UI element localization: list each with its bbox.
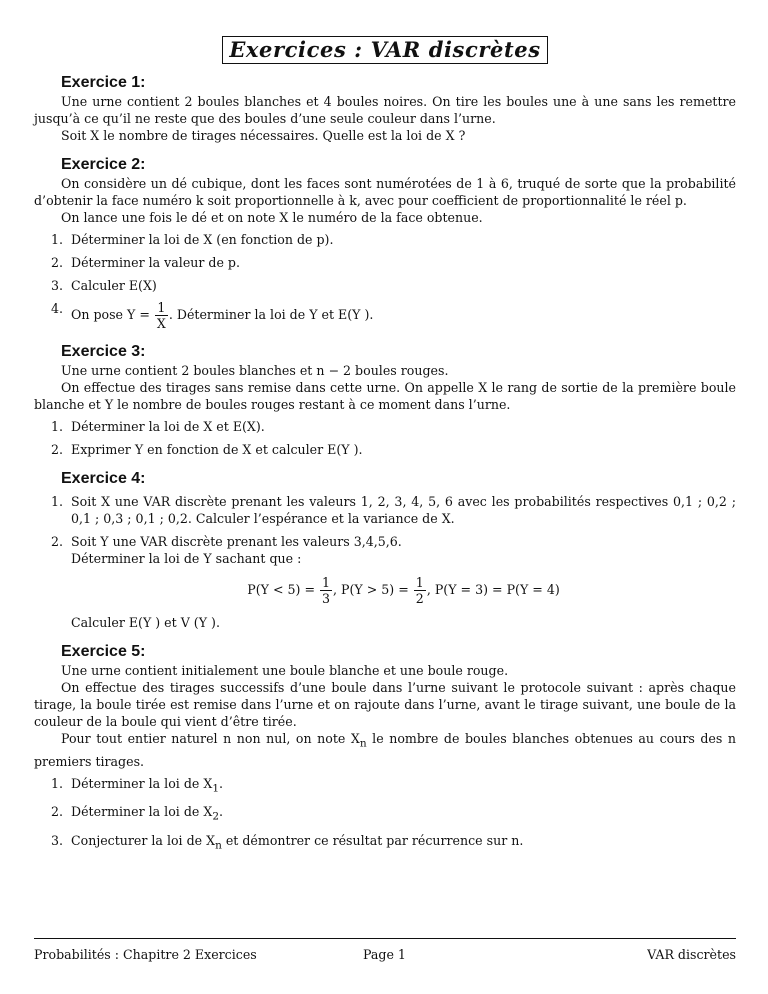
probability-equations	[71, 575, 736, 606]
equation-part: P(Y < 5) =	[247, 582, 315, 597]
exercise-1	[34, 74, 736, 144]
list-item-text-after: . Déterminer la loi de Y et E(Y ).	[168, 307, 374, 322]
list-item: 1. Déterminer la loi de $X_1$.	[51, 775, 224, 795]
list-item-text: Déterminer la loi de Y sachant que :	[71, 551, 302, 566]
equation-part: , P(Y = 3) = P(Y = 4)	[426, 582, 560, 597]
list-item-text: Déterminer la loi de X (en fonction de p).	[71, 232, 334, 247]
exercise-2-paragraph-2: On lance une fois le dé et on note X le numéro de la face obtenue.	[61, 210, 483, 225]
list-item-text: Déterminer la loi de X et E(X).	[71, 419, 265, 434]
exercise-2-heading: Exercice 2:	[61, 156, 146, 173]
exercise-4-list	[34, 493, 736, 631]
exercise-5-paragraph-2: On effectue des tirages successifs d’une boule dans l’urne suivant le protocole suivant : après chaque tirage, la boule tirée est remise dans l’urne et on rajoute dans l’urne, avant le tirage suivant, une boule de la couleur de la boule qui vient d’être tirée.	[34, 680, 736, 729]
footer-left: Probabilités : Chapitre 2 Exercices	[34, 947, 257, 962]
list-item: 2. Exprimer Y en fonction de X et calculer E(Y ).	[51, 442, 363, 457]
exercise-1-paragraph-2: Soit X le nombre de tirages nécessaires. Quelle est la loi de X ?	[61, 128, 466, 143]
page-footer	[34, 938, 736, 962]
list-item: 3. Calculer E(X)	[51, 278, 157, 293]
list-item-text: Exprimer Y en fonction de X et calculer E(Y ).	[71, 442, 363, 457]
list-item: 1. Soit X une VAR discrète prenant les valeurs 1, 2, 3, 4, 5, 6 avec les probabilités respectives 0,1 ; 0,2 ; 0,1 ; 0,3 ; 0,1 ; 0,2. Calculer l’espérance et la variance de X.	[51, 494, 736, 526]
list-item: 1. Déterminer la loi de X et E(X).	[51, 419, 265, 434]
list-item-text: Déterminer la valeur de p.	[71, 255, 241, 270]
exercise-5-list	[34, 775, 736, 855]
exercise-2	[34, 156, 736, 331]
exercise-3-list	[34, 418, 736, 458]
exercise-3-heading: Exercice 3:	[61, 343, 146, 360]
list-item-text: Soit X une VAR discrète prenant les valeurs 1, 2, 3, 4, 5, 6 avec les probabilités respectives 0,1 ; 0,2 ; 0,1 ; 0,3 ; 0,1 ; 0,2. Calculer l’espérance et la variance de X.	[71, 494, 736, 526]
document-page	[34, 0, 736, 994]
list-item: 3. Conjecturer la loi de $X_n$ et démontrer ce résultat par récurrence sur n.	[51, 832, 524, 852]
title-container	[34, 36, 736, 64]
list-item: 2. Déterminer la loi de $X_2$.	[51, 804, 224, 823]
exercise-1-heading: Exercice 1:	[61, 74, 146, 91]
footer-page-number: Page 1	[363, 947, 406, 962]
list-item: 2. Déterminer la valeur de p.	[51, 255, 241, 270]
list-item-text: Calculer E(Y ) et V (Y ).	[71, 615, 220, 630]
exercise-3-paragraph-1: Une urne contient 2 boules blanches et n − 2 boules rouges.	[61, 363, 449, 378]
fraction-1-over-x: $\frac{1}{X}$	[156, 300, 166, 331]
exercise-4	[34, 470, 736, 631]
exercise-3	[34, 343, 736, 458]
footer-right: VAR discrètes	[647, 947, 736, 962]
list-item: 2. Soit Y une VAR discrète prenant les valeurs 3,4,5,6. Déterminer la loi de Y sachant que : P(Y < 5) = $\frac{1}{3}$ , P(Y > 5) = $\frac{1}{2}$ , P(Y = 3) = P(Y = 4) Calculer E(Y ) et V (Y ).	[34, 533, 736, 631]
exercise-5-heading: Exercice 5:	[61, 643, 146, 660]
exercise-3-paragraph-2: On effectue des tirages sans remise dans cette urne. On appelle X le rang de sortie de la première boule blanche et Y le nombre de boules rouges restant à ce moment dans l’urne.	[34, 380, 736, 412]
exercise-2-paragraph-1: On considère un dé cubique, dont les faces sont numérotées de 1 à 6, truqué de sorte que la probabilité d’obtenir la face numéro k soit proportionnelle à k, avec pour coefficient de proportionnalité le réel p.	[34, 176, 736, 208]
exercise-5	[34, 643, 736, 854]
list-item-text-before: On pose Y =	[71, 307, 150, 322]
fraction-one-half: $\frac{1}{2}$	[415, 575, 424, 606]
list-item: 1. Déterminer la loi de X (en fonction de p).	[51, 232, 334, 247]
exercise-2-list	[34, 231, 736, 331]
exercise-4-heading: Exercice 4:	[61, 470, 146, 487]
exercise-5-paragraph-1: Une urne contient initialement une boule blanche et une boule rouge.	[61, 663, 509, 678]
equation-part: , P(Y > 5) =	[333, 582, 409, 597]
list-item-text: Calculer E(X)	[71, 278, 157, 293]
list-item-text: Soit Y une VAR discrète prenant les valeurs 3,4,5,6.	[71, 534, 402, 549]
exercise-1-paragraph-1: Une urne contient 2 boules blanches et 4 boules noires. On tire les boules une à une sans les remettre jusqu’à ce qu’il ne reste que des boules d’une seule couleur dans l’urne.	[34, 94, 736, 126]
exercise-5-paragraph-3: Pour tout entier naturel n non nul, on note $X_n$ le nombre de boules blanches obtenues au cours des n premiers tirages.	[34, 731, 736, 769]
page-title: Exercices : VAR discrètes	[222, 36, 547, 64]
list-item: 4. On pose Y = $\frac{1}{X}$ . Déterminer la loi de Y et E(Y ).	[51, 300, 374, 331]
fraction-one-third: $\frac{1}{3}$	[322, 575, 331, 606]
